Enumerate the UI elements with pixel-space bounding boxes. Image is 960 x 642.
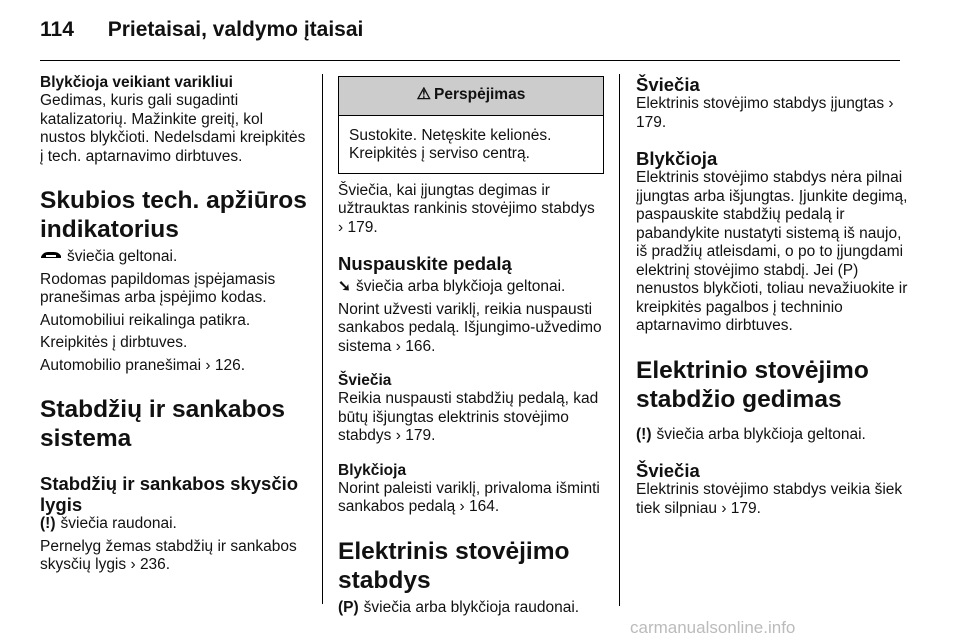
text-flash: Norint paleisti variklį, privaloma išminti sankabos pedalą › 164.: [338, 479, 600, 515]
reference-179[interactable]: 179.: [636, 113, 667, 131]
page-reference-arrow-icon: ›: [130, 556, 136, 573]
text-fluid-2: Pernelyg žemas stabdžių ir sankabos skysčių lygis › 236.: [40, 537, 297, 573]
text-service-4: Kreipkitės į dirbtuves.: [40, 334, 188, 351]
text-catalyst: Gedimas, kuris gali sugadinti katalizatorių. Mažinkite greitį, kol nustos blykčioti. Nedelsdami kreipkitės į tech. aptarnavimo dirbtuves.: [40, 92, 306, 165]
column-divider-1: [322, 74, 323, 604]
reference-126[interactable]: 126.: [214, 356, 246, 374]
reference-236[interactable]: 236.: [139, 556, 171, 573]
heading-flash: Blykčioja: [338, 461, 407, 479]
heading-catalyst: Blykčioja veikiant varikliui: [40, 74, 233, 91]
text-lit: Reikia nuspausti stabdžių pedalą, kad būtų išjungtas elektrinis stovėjimo stabdys › 179.: [338, 390, 599, 444]
page-reference-arrow-icon: ›: [721, 499, 727, 517]
page-header: [40, 18, 363, 42]
page-reference-arrow-icon: ›: [459, 498, 465, 515]
reference-179[interactable]: 179.: [730, 499, 761, 517]
text-service-5: Automobilio pranešimai › 126.: [40, 356, 246, 374]
reference-164[interactable]: 164.: [469, 498, 500, 515]
wrench-car-icon: [40, 248, 62, 267]
column-1: [40, 74, 308, 575]
text-fluid-1: (!) šviečia raudonai.: [40, 515, 177, 532]
page-number: 114: [40, 18, 74, 41]
reference-179[interactable]: 179.: [405, 427, 436, 444]
parking-brake-icon: (P): [837, 261, 859, 279]
parking-brake-fault-icon: (!): [636, 425, 652, 443]
reference-166[interactable]: 166.: [405, 337, 436, 355]
column-divider-2: [619, 74, 620, 606]
heading-brake-system: Stabdžių ir sankabos sistema: [40, 396, 286, 452]
brake-circle-icon: (!): [40, 515, 56, 532]
text-service-1: šviečia geltonai.: [40, 248, 308, 267]
heading-lit: Šviečia: [636, 74, 700, 95]
pedal-arrow-icon: ➘: [338, 278, 351, 295]
heading-epb: Elektrinis stovėjimo stabdys: [338, 537, 570, 594]
page-reference-arrow-icon: ›: [395, 337, 401, 355]
page-title: Prietaisai, valdymo įtaisai: [107, 18, 364, 41]
text-press-2: Norint užvesti variklį, reikia nuspausti sankabos pedalą. Išjungimo-užvedimo sistema › 166.: [338, 300, 602, 355]
page-reference-arrow-icon: ›: [888, 95, 894, 112]
heading-fluid-level: Stabdžių ir sankabos skysčio lygis: [40, 473, 299, 515]
heading-service: Skubios tech. apžiūros indikatorius: [40, 187, 307, 243]
reference-179[interactable]: 179.: [347, 218, 378, 236]
heading-lit-2: Šviečia: [636, 460, 700, 481]
warning-text: Sustokite. Netęskite kelionės. Kreipkitės į serviso centrą.: [349, 126, 552, 162]
text-service-3: Automobiliui reikalinga patikra.: [40, 311, 251, 329]
page-reference-arrow-icon: ›: [205, 356, 211, 374]
text-epb: (P) šviečia arba blykčioja raudonai.: [338, 598, 580, 616]
text-lit-2: Elektrinis stovėjimo stabdys veikia šiek tiek silpniau › 179.: [636, 481, 903, 517]
text-epb-fault: (!) šviečia arba blykčioja geltonai.: [636, 425, 866, 443]
text-service-2: Rodomas papildomas įspėjamasis pranešimas arba įspėjimo kodas.: [40, 270, 276, 306]
column-3: [636, 74, 908, 518]
column-2: [338, 74, 604, 617]
heading-press-pedal: Nuspauskite pedalą: [338, 253, 512, 274]
page-reference-arrow-icon: ›: [395, 427, 401, 444]
page-reference-arrow-icon: ›: [338, 218, 344, 236]
text-lit: Elektrinis stovėjimo stabdys įjungtas › 179.: [636, 95, 894, 131]
warning-triangle-icon: ⚠: [416, 86, 431, 103]
parking-brake-icon: (P): [338, 598, 359, 616]
text-flash: Elektrinis stovėjimo stabdys nėra pilnai įjungtas arba išjungtas. Įjunkite degimą, paspauskite stabdžių pedalą ir pabandykite nustatyti sistemą iš naujo, iš pradžių atleisdami, o po to įjungdami elektrinį stovėjimo stabdį. Jei (P) nenustos blykčioti, toliau nevažiuokite ir kreipkitės pagalbos į techninio aptarnavimo dirbtuves.: [636, 169, 908, 334]
text-press-1: ➘ šviečia arba blykčioja geltonai.: [338, 278, 566, 295]
text-brake-on: Šviečia, kai įjungtas degimas ir užtrauktas rankinis stovėjimo stabdys › 179.: [338, 181, 595, 236]
watermark: carmanualsonline.info: [630, 618, 796, 637]
heading-epb-fault: Elektrinio stovėjimo stabdžio gedimas: [636, 356, 869, 413]
heading-lit: Šviečia: [338, 372, 392, 389]
warning-box: [338, 76, 604, 174]
warning-header: ⚠ Perspėjimas: [339, 77, 603, 116]
heading-flash: Blykčioja: [636, 148, 718, 169]
header-rule: [40, 60, 900, 61]
